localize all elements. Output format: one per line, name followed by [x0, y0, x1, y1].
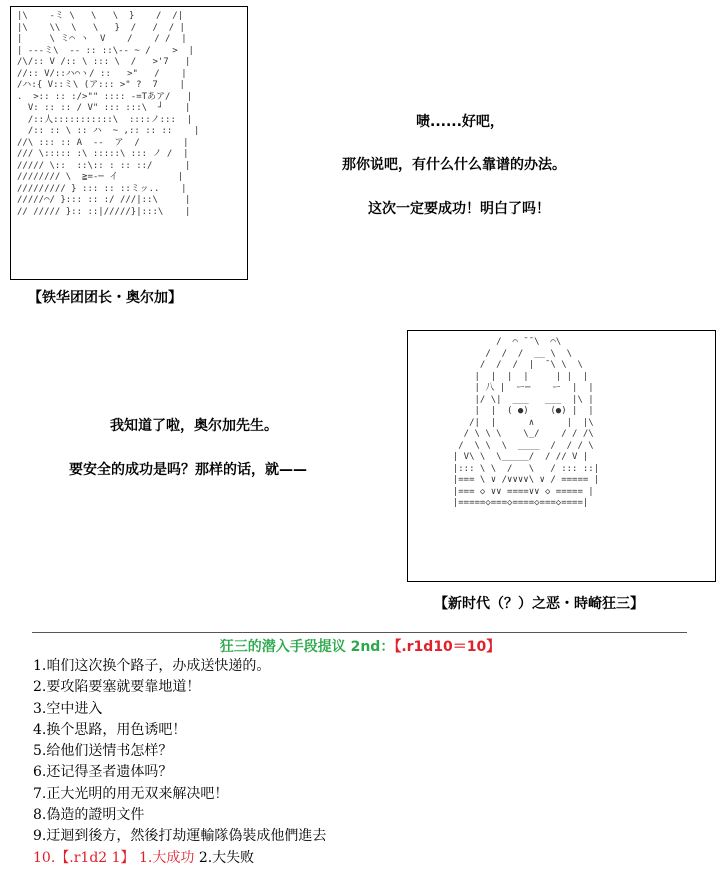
- proposal-roll: 【.r1d10＝10】: [394, 639, 501, 655]
- result-roll: 【.r1d2 1】: [55, 849, 135, 866]
- result-option-failure: 2.大失败: [198, 849, 255, 866]
- ascii-art-panel-kurumi: [407, 330, 716, 582]
- section-divider: [32, 632, 687, 633]
- proposal-title: 狂三的潜入手段提议 2nd：: [219, 639, 395, 655]
- dialog-orga-line-1: 啧......好吧，: [416, 114, 504, 130]
- dialog-kurumi-line-1: 我知道了啦，奥尔加先生。: [110, 418, 278, 434]
- dialog-kurumi-line-2: 要安全的成功是吗？那样的话，就——: [69, 462, 307, 478]
- result-option-success: 1.大成功: [139, 849, 195, 866]
- ascii-art-orga: |\ -ミ \ \ \ } / /| |\ \\ \ \ } / / / | | \ ミ⌒ ヽ V / / / | | ---ミ\ -- :: ::\-- ~ / > | /\/:: V /:: \ ::: \ / >'7 | //:: V/::ハ⌒ヽ/ :: >" / | /ハ:{ V::ミ\ (ア::: >" ? 7 | . >:: :: :/>"" :::: -=Tあア/ | V: :: :: / V" ::: :::\ ┘ | /::人:::::::::::\ ::::ノ::: | /:: :: \ :: ハ ~ ,:: :: :: | //\ ::: :: A -- ア / | /// \::::: :\ :::::\ ::: ノ / | ///// \:: ::\:: : :: ::/ | //////// \ ≧=-─ イ | ///////// } ::: :: ::ミッ.. | /////⌒/ }::: :: :/ ///|::\ | // ///// }:: ::|/////}|:::\ |: [17, 11, 200, 217]
- list-item: 8.偽造的證明文件: [33, 807, 145, 824]
- proposal-title-line: [0, 636, 720, 656]
- list-item: 9.迂迴到後方，然後打劫運輸隊偽裝成他們進去: [33, 828, 327, 845]
- ascii-art-panel-orga: [10, 6, 248, 280]
- proposal-list: [33, 656, 326, 869]
- list-item-result: [33, 848, 326, 869]
- list-item: 1.咱们这次换个路子，办成送快递的。: [33, 658, 271, 674]
- result-number: 10.: [33, 849, 56, 866]
- caption-kurumi: 【新时代（？）之恶・時崎狂三】: [434, 596, 644, 612]
- ascii-art-kurumi: / ⌒ ̄ ̄ \ ⌒\ / / / __ \ \ / / / | ̄ \ \ \ | | | | | | | | 八 | ー─ ー | | |/ \| ___ ___ |\ | | | ( ●) (●) | | /| | ∧ | |\ / \ \ \ \_/ / / /\ / \ \ \ ____ / / / \ | V\ \ \_____/ / // V | |::: \ \ / \ / ::: ::| |=== \ ∨ /∨∨∨∨\ ∨ / ===== | |=== ◇ ∨∨ ====∨∨ ◇ ===== | |=====◇===◇====◇===◇====|: [452, 337, 600, 508]
- caption-orga: 【铁华团团长・奥尔加】: [28, 290, 182, 306]
- dialog-orga-line-2: 那你说吧，有什么什么靠谱的办法。: [342, 157, 566, 173]
- list-item: 7.正大光明的用无双来解决吧！: [33, 785, 229, 802]
- list-item: 6.还记得圣者遗体吗？: [33, 764, 173, 781]
- list-item: 5.给他们送情书怎样？: [33, 743, 173, 760]
- list-item: 2.要攻陷要塞就要靠地道！: [33, 679, 201, 696]
- dialog-orga-line-3: 这次一定要成功！明白了吗！: [368, 201, 550, 217]
- list-item: 4.换个思路，用色诱吧！: [33, 721, 187, 738]
- list-item: 3.空中进入: [33, 700, 103, 717]
